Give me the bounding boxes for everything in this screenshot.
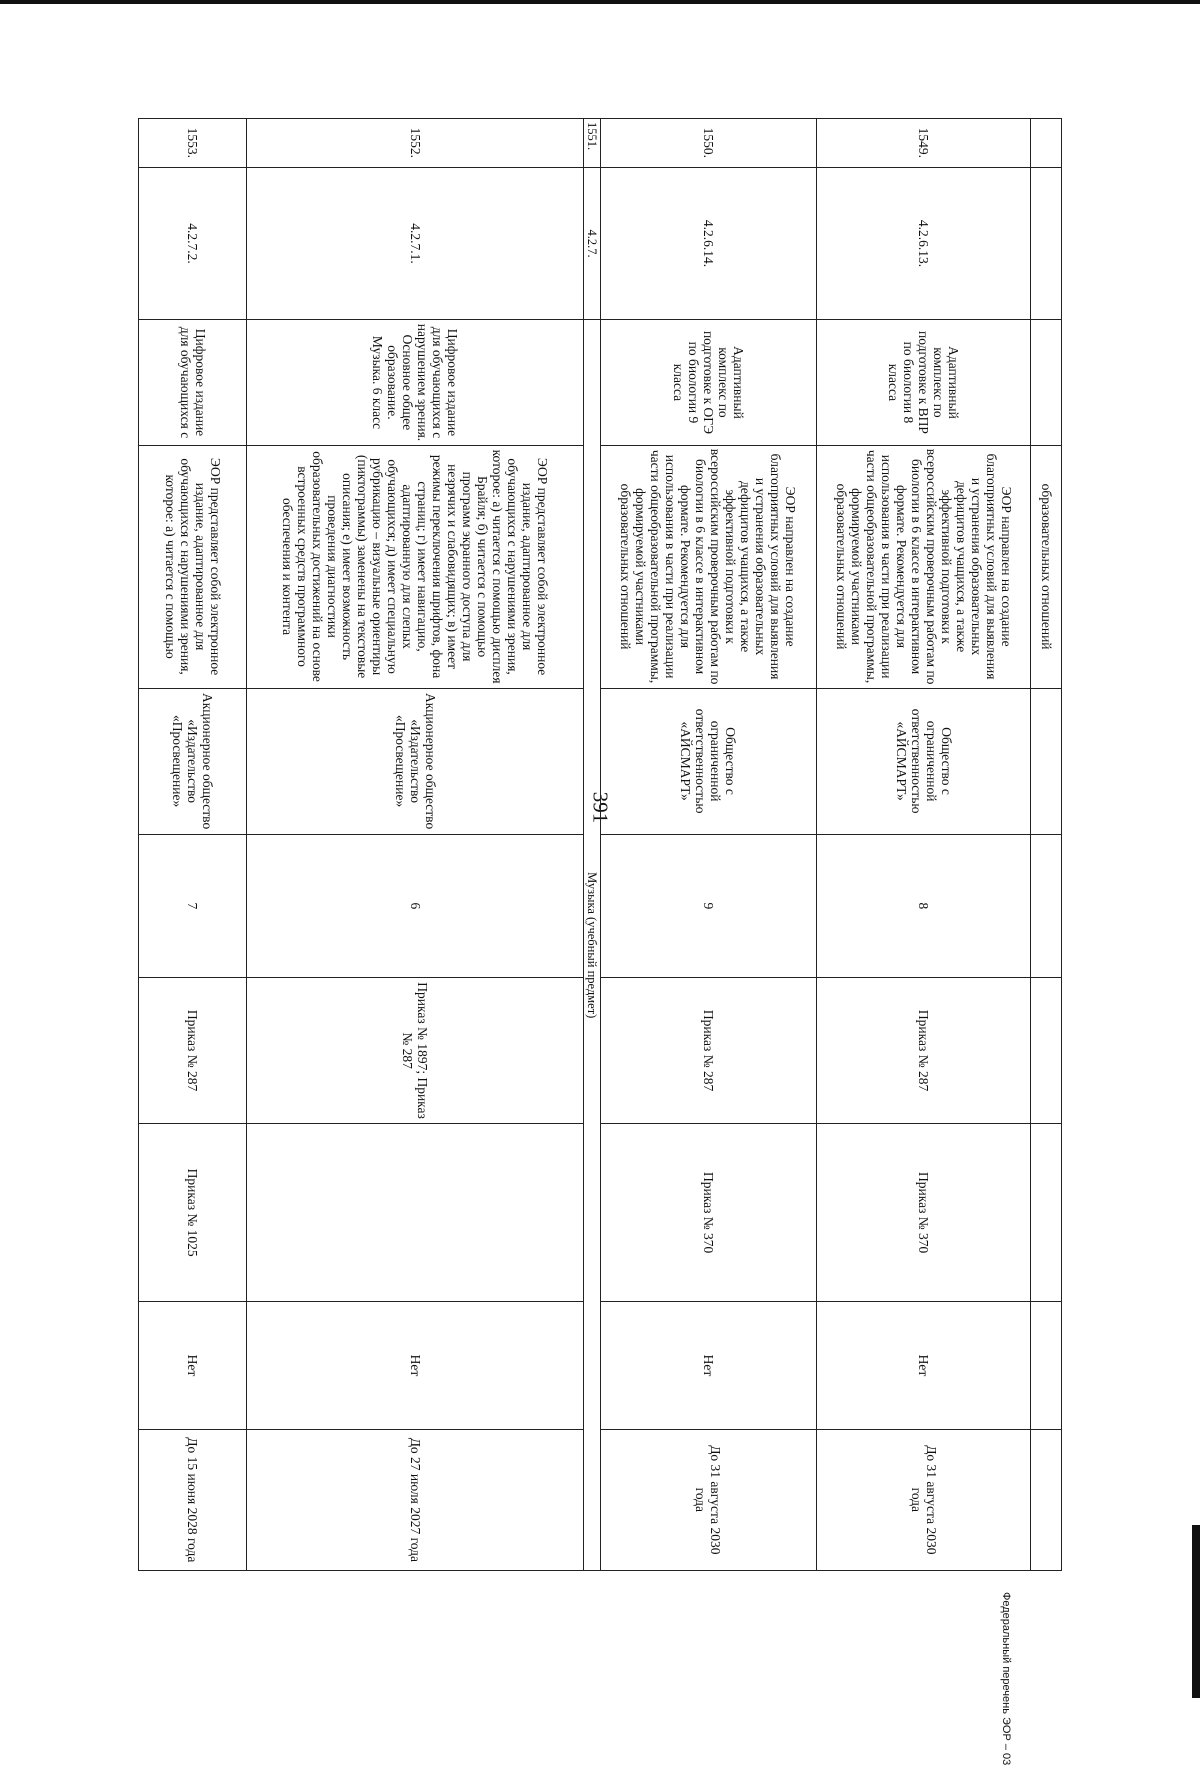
cell-description: ЭОР направлен на создание благоприятных условий для выявления и устранения образовательных дефицитов учащихся, а также эффективной подготовки к всероссийским проверочным работам по биологии в 6 классе в интерактивном формате. Рекомендуется для использования в части при реализации части общеобразовательной программы, формируемой участниками образовательных отношений [600,445,816,688]
cell-num: 1553. [139,119,247,168]
cell-order-1 [1031,978,1062,1124]
cell-num: 1551. [584,119,600,168]
cell-org: Общество с ограниченной ответственностью «АЙСМАРТ» [600,688,816,834]
cell-term [1031,1429,1062,1570]
table-row [1031,119,1062,1571]
scan-edge-right [1192,1525,1200,1698]
cell-org [1031,688,1062,834]
cell-flag [1031,1302,1062,1429]
scan-edge-top [0,0,1200,4]
cell-code [1031,167,1062,320]
cell-flag: Нет [247,1302,584,1429]
cell-term: До 31 августа 2030 года [600,1429,816,1570]
cell-code: 4.2.7.1. [247,167,584,320]
cell-name: Цифровое издание для обучающихся с [139,320,247,445]
cell-grade: 6 [247,834,584,978]
cell-name [1031,320,1062,445]
cell-order-2 [1031,1124,1062,1302]
cell-code: 4.2.6.13. [816,167,1030,320]
cell-description: ЭОР представляет собой электронное издание, адаптированное для обучающихся с нарушениями зрения, которое: а) читается с помощью [139,445,247,688]
cell-flag: Нет [816,1302,1030,1429]
eor-table [138,118,1062,1571]
cell-grade: 9 [600,834,816,978]
page-number: 391 [588,791,613,824]
table-row [600,119,816,1571]
cell-code: 4.2.7. [584,167,600,320]
cell-order-2: Приказ № 1025 [139,1124,247,1302]
cell-code: 4.2.6.14. [600,167,816,320]
cell-code: 4.2.7.2. [139,167,247,320]
cell-num: 1552. [247,119,584,168]
footer-label: Федеральный перечень ЭОР – 03 [1000,1592,1012,1765]
cell-order-2: Приказ № 370 [600,1124,816,1302]
cell-description: образовательных отношений [1031,445,1062,688]
table-row [247,119,584,1571]
cell-name: Адаптивный комплекс по подготовке к ВПР по биологии 8 класса [816,320,1030,445]
cell-org: Акционерное общество «Издательство «Просвещение» [247,688,584,834]
cell-org: Акционерное общество «Издательство «Просвещение» [139,688,247,834]
cell-grade: 8 [816,834,1030,978]
cell-order-1: Приказ № 287 [816,978,1030,1124]
cell-num: 1550. [600,119,816,168]
cell-grade [1031,834,1062,978]
table-row [139,119,247,1571]
cell-order-2 [247,1124,584,1302]
cell-num [1031,119,1062,168]
cell-flag: Нет [600,1302,816,1429]
cell-order-1: Приказ № 287 [139,978,247,1124]
cell-order-2: Приказ № 370 [816,1124,1030,1302]
cell-description: ЭОР направлен на создание благоприятных условий для выявления и устранения образовательных дефицитов учащихся, а также эффективной подготовки к всероссийским проверочным работам по биологии в 6 классе в интерактивном формате. Рекомендуется для использования в части при реализации части общеобразовательной программы, формируемой участниками образовательных отношений [816,445,1030,688]
cell-num: 1549. [816,119,1030,168]
cell-term: До 15 июня 2028 года [139,1429,247,1570]
section-row [584,119,600,1571]
cell-order-1: Приказ № 287 [600,978,816,1124]
cell-flag: Нет [139,1302,247,1429]
cell-grade: 7 [139,834,247,978]
cell-name: Цифровое издание для обучающихся с нарушением зрения. Основное общее образование. Музыка. 6 класс [247,320,584,445]
cell-org: Общество с ограниченной ответственностью «АЙСМАРТ» [816,688,1030,834]
cell-description: ЭОР представляет собой электронное издание, адаптированное для обучающихся с нарушениями зрения, которое: а) читается с помощью дисплея Брайля; б) читается с помощью программ экранного доступа для незрячих и слабовидящих; в) имеет режимы переключения шрифтов, фона страниц; г) имеет навигацию, адаптированную для слепых обучающихся; д) имеет специальную рубрикацию – визуальные ориентиры (пиктограммы) заменены на текстовые описания; е) имеет возможность проведения диагностики образовательных достижений на основе встроенных средств программного обеспечения и контента [247,445,584,688]
cell-term: До 27 июля 2027 года [247,1429,584,1570]
document-table-rotated [138,118,1062,1571]
cell-term: До 31 августа 2030 года [816,1429,1030,1570]
cell-order-1: Приказ № 1897; Приказ № 287 [247,978,584,1124]
cell-name: Адаптивный комплекс по подготовке к ОГЭ по биологии 9 класса [600,320,816,445]
section-title: Музыка (учебный предмет) [584,320,600,1571]
table-row [816,119,1030,1571]
